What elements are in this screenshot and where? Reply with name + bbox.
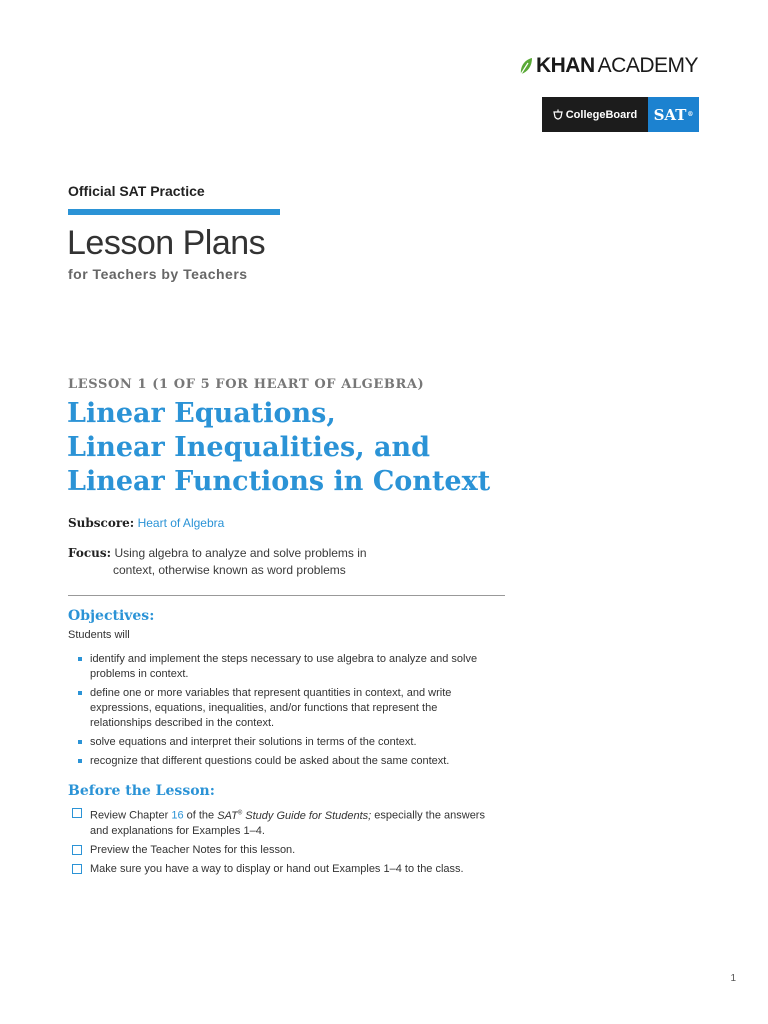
lesson-title-line: Linear Equations, (67, 398, 336, 429)
academy-text: ACADEMY (597, 54, 698, 77)
objectives-heading: Objectives: (68, 608, 155, 624)
page-number: 1 (730, 973, 736, 984)
lesson-title (67, 397, 490, 499)
list-item (76, 735, 486, 750)
focus-text-line2: context, otherwise known as word problems (113, 563, 346, 577)
checklist-item (72, 806, 502, 839)
khan-academy-logo (519, 54, 698, 78)
checkbox-icon (72, 845, 82, 855)
subscore (68, 516, 224, 530)
checklist-item (72, 862, 502, 877)
book-title-sat: SAT (217, 809, 238, 822)
leaf-icon (519, 57, 533, 75)
bullet-square-icon (78, 657, 82, 661)
sat-registered: ® (687, 111, 694, 118)
checklist-text: especially the answers and explanations for Examples 1–4. (90, 809, 485, 837)
checkbox-icon (72, 864, 82, 874)
list-item (76, 652, 486, 682)
before-lesson-heading: Before the Lesson: (68, 783, 215, 799)
checkbox-icon (72, 808, 82, 818)
subscore-label: Subscore: (68, 516, 135, 530)
collegeboard-mark (542, 97, 648, 132)
divider (68, 595, 505, 596)
bullet-square-icon (78, 691, 82, 695)
document-title: Lesson Plans (67, 224, 266, 262)
checklist-text: Preview the Teacher Notes for this lesson. (90, 843, 296, 856)
acorn-icon (553, 109, 563, 121)
objectives-list (76, 652, 486, 773)
lesson-label: LESSON 1 (1 OF 5 FOR HEART OF ALGEBRA) (68, 377, 425, 392)
checklist-text: Make sure you have a way to display or hand out Examples 1–4 to the class. (90, 862, 464, 875)
before-lesson-list (72, 806, 502, 881)
lesson-title-line: Linear Inequalities, and (67, 432, 431, 463)
registered-mark: ® (237, 810, 243, 816)
bullet-square-icon (78, 740, 82, 744)
sat-mark (648, 97, 699, 132)
objective-text: solve equations and interpret their solutions in terms of the context. (90, 736, 417, 748)
objective-text: identify and implement the steps necessary to use algebra to analyze and solve problems in context. (90, 653, 478, 680)
focus (68, 545, 488, 579)
book-title: Study Guide for Students; (242, 809, 372, 822)
header-accent-rule (68, 209, 280, 215)
checklist-text: of the (183, 809, 218, 822)
program-name: Official SAT Practice (68, 183, 205, 199)
list-item (76, 754, 486, 769)
checklist-text: Review Chapter (90, 809, 172, 822)
objective-text: recognize that different questions could be asked about the same context. (90, 755, 450, 767)
objective-text: define one or more variables that represent quantities in context, and write expressions, equations, inequalities, and/or functions that represent the relationships described in the context. (90, 687, 452, 729)
bullet-square-icon (78, 759, 82, 763)
lesson-title-line: Linear Functions in Context (67, 466, 491, 497)
document-subtitle: for Teachers by Teachers (68, 266, 248, 282)
sat-text: SAT (653, 105, 687, 124)
subscore-value: Heart of Algebra (137, 516, 225, 530)
focus-label: Focus: (68, 546, 112, 560)
collegeboard-text: CollegeBoard (565, 108, 638, 121)
collegeboard-sat-logo (542, 97, 699, 132)
chapter-link[interactable]: 16 (171, 809, 184, 822)
checklist-item (72, 843, 502, 858)
khan-text: KHAN (535, 54, 595, 77)
objectives-intro: Students will (68, 629, 130, 641)
focus-text-line1: Using algebra to analyze and solve problems in (114, 546, 367, 560)
list-item (76, 686, 486, 731)
